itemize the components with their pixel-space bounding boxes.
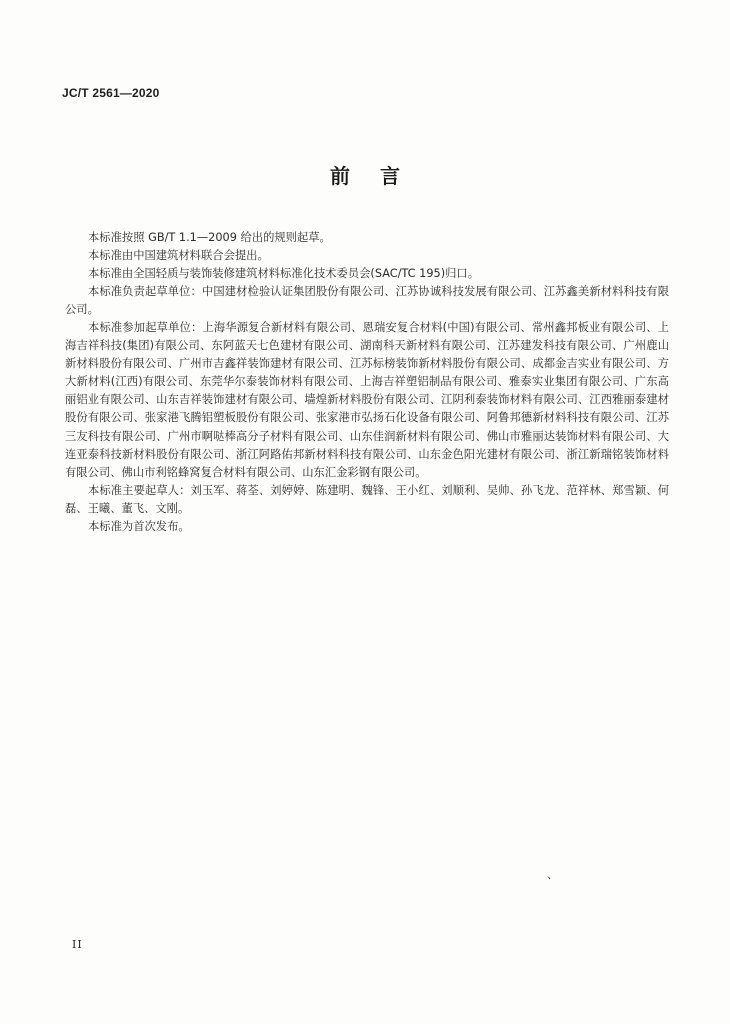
page-number: II <box>72 938 83 951</box>
paragraph-under-jurisdiction: 本标准由全国轻质与装饰装修建筑材料标准化技术委员会(SAC/TC 195)归口。 <box>88 267 480 281</box>
section-title: 前言 <box>330 164 430 188</box>
paragraph-drafting-rules: 本标准按照 GB/T 1.1—2009 给出的规则起草。 <box>88 231 331 244</box>
paragraph-responsible-units: 本标准负责起草单位：中国建材检验认证集团股份有限公司、江苏协诚科技发展有限公司、江苏鑫美新材料科技有限公司。 <box>65 285 669 317</box>
paragraph-main-drafters: 本标准主要起草人：刘玉军、蒋荃、刘婷婷、陈建明、魏锋、王小红、刘顺利、吴帅、孙飞龙、范祥林、郑雪颖、何磊、王曦、董飞、文刚。 <box>65 483 669 515</box>
paragraph-proposed-by: 本标准由中国建筑材料联合会提出。 <box>88 249 269 263</box>
standard-number: JC/T 2561—2020 <box>62 86 160 100</box>
foreword-body <box>65 229 669 536</box>
stray-mark: 、 <box>547 868 558 881</box>
paragraph-first-release: 本标准为首次发布。 <box>88 519 190 533</box>
paragraph-participating-units: 本标准参加起草单位：上海华源复合新材料有限公司、恩瑞安复合材料(中国)有限公司、常州鑫邦板业有限公司、上海吉祥科技(集团)有限公司、东阿蓝天七色建材有限公司、湖南科天新材料有限公司、江苏建发科技有限公司、广州鹿山新材料股份有限公司、广州市吉鑫祥装饰建材有限公司、江苏标榜装饰新材料股份有限公司、成都金吉实业有限公司、方大新材料(江西)有限公司、东莞华尔泰装饰材料有限公司、上海吉祥塑铝制品有限公司、雅泰实业集团有限公司、广东高丽铝业有限公司、山东吉祥装饰建材有限公司、墙煌新材料股份有限公司、江阴利泰装饰材料有限公司、江西雅丽泰建材股份有限公司、张家港飞腾铝塑板股份有限公司、张家港市弘扬石化设备有限公司、阿鲁邦德新材料科技有限公司、江苏三友科技有限公司、广州市啊哒棒高分子材料有限公司、山东佳润新材料有限公司、佛山市雅丽达装饰材料有限公司、大连亚泰科技新材料股份有限公司、浙江阿路佑邦新材料科技有限公司、山东金色阳光建材有限公司、浙江新瑞铭装饰材料有限公司、佛山市利铭蜂窝复合材料有限公司、山东汇金彩钢有限公司。 <box>65 321 669 479</box>
